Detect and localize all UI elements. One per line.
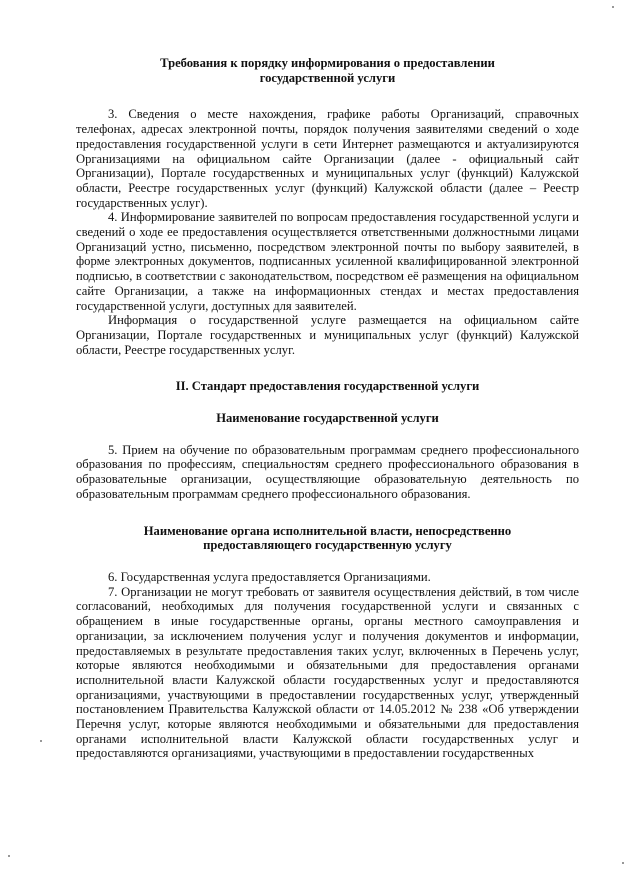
subsection-title-line: предоставляющего государственную услугу bbox=[203, 538, 452, 553]
paragraph-6: 6. Государственная услуга предоставляется Организациями. bbox=[108, 569, 431, 584]
paragraph-4: 4. Информирование заявителей по вопросам предоставления государственной услуги и сведений о ходе ее предоставления осуществляется ответственными должностными лицами Организаций устно, письменно, посредством электронной почты по выбору заявителей, в форме электронных документов, подписанных усиленной квалифицированной электронной подписью, в соответствии с законодательством, посредством её размещения на официальном сайте Организации, а также на информационных стендах и местах предоставления государственной услуги, доступных для заявителей. bbox=[76, 210, 579, 313]
subsection-title: Наименование государственной услуги bbox=[216, 411, 439, 426]
scan-speck bbox=[8, 855, 10, 857]
document-body bbox=[76, 56, 579, 761]
section-title: II. Стандарт предоставления государственной услуги bbox=[175, 379, 480, 394]
section-heading-line: Требования к порядку информирования о предоставлении bbox=[160, 56, 495, 70]
paragraph-7: 7. Организации не могут требовать от заявителя осуществления действий, в том числе согласований, необходимых для получения государственной услуги и связанных с обращением в иные государственные органы, органы местного самоуправления и организации, за исключением получения услуг и получения документов и информации, предоставляемых в результате предоставления таких услуг, включенных в Перечень услуг, которые являются необходимыми и обязательными для предоставления органами исполнительной власти Калужской области государственных услуг и предоставляются организациями, участвующими в предоставлении государственных услуг, утвержденный постановлением Правительства Калужской области от 14.05.2012 № 238 «Об утверждении Перечня услуг, которые являются необходимыми и обязательными для предоставления органами исполнительной власти Калужской области государственных услуг и предоставляются организациями, участвующими в предоставлении государственных bbox=[76, 584, 579, 761]
section-heading-line: государственной услуги bbox=[259, 70, 396, 85]
paragraph-3: 3. Сведения о месте нахождения, графике работы Организаций, справочных телефонах, адресах электронной почты, порядок получения заявителями сведений о ходе предоставления государственной услуги в сети Интернет размещаются и актуализируются Организациями на официальном сайте Организации (далее - официальный сайт Организации), Портале государственных и муниципальных услуг (функций) Калужской области, Реестре государственных услуг (функций) Калужской области (далее – Реестр государственных услуг). bbox=[76, 107, 579, 210]
scan-speck bbox=[612, 6, 614, 8]
scan-speck bbox=[622, 862, 624, 864]
paragraph-5: 5. Прием на обучение по образовательным программам среднего профессионального образования по профессиям, специальностям среднего профессионального образования в образовательные организации, осуществляющие образовательную деятельность по образовательным программам среднего профессионального образования. bbox=[76, 442, 579, 501]
subsection-title-line: Наименование органа исполнительной власти, непосредственно bbox=[143, 523, 512, 538]
scan-speck bbox=[40, 740, 42, 742]
paragraph-info: Информация о государственной услуге размещается на официальном сайте Организации, Портале государственных и муниципальных услуг (функций) Калужской области, Реестре государственных услуг. bbox=[76, 313, 579, 357]
